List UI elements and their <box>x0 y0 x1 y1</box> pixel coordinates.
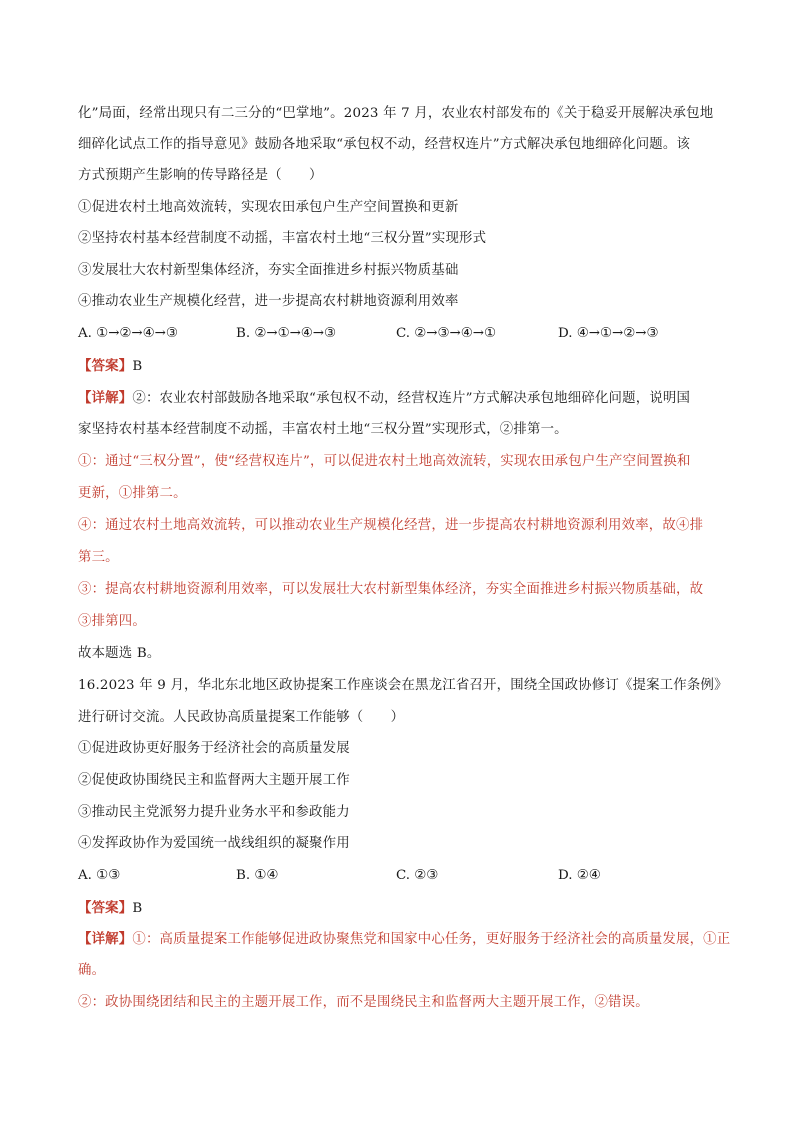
q16-stem-line-2: 进行研讨交流。人民政协高质量提案工作能够（ ） <box>78 710 405 725</box>
q16-detail-tag: 【详解】 <box>78 931 133 947</box>
q16-red-line-3: ②：政协围绕团结和民主的主题开展工作，而不是围绕民主和监督两大主题开展工作，②错误。 <box>78 995 649 1010</box>
q15-detail-line-2: 家坚持农村基本经营制度不动摇，丰富农村土地“三权分置”实现形式，②排第一。 <box>78 422 568 437</box>
q16-item-3: ③推动民主党派努力提升业务水平和参政能力 <box>78 805 350 820</box>
q16-item-2: ②促使政协围绕民主和监督两大主题开展工作 <box>78 773 350 788</box>
q15-answer-tag: 【答案】 <box>78 358 133 374</box>
q15-detail-line-1 <box>78 388 690 409</box>
q16-answer-value: B <box>132 901 143 916</box>
q16-option-c: C. ②③ <box>396 868 439 883</box>
q15-detail-first: ②：农业农村部鼓励各地采取“承包权不动，经营权连片”方式解决承包地细碎化问题，说明国 <box>132 391 691 406</box>
q16-red-line-2: 确。 <box>78 963 106 978</box>
q15-answer <box>78 356 142 377</box>
q15-red-line-5: ③：提高农村耕地资源利用效率，可以发展壮大农村新型集体经济，夯实全面推进乡村振兴物质基础，故 <box>78 582 704 597</box>
q15-option-b: B. ②→①→④→③ <box>236 326 337 341</box>
q15-item-1: ①促进农村土地高效流转，实现农田承包户生产空间置换和更新 <box>78 200 459 215</box>
q15-stem-line-3: 方式预期产生影响的传导路径是（ ） <box>78 168 323 183</box>
q16-answer <box>78 898 142 919</box>
q15-detail-tag: 【详解】 <box>78 390 133 406</box>
q15-red-line-6: ③排第四。 <box>78 614 146 629</box>
q15-option-a: A. ①→②→④→③ <box>78 326 178 341</box>
q16-option-a: A. ①③ <box>78 868 121 883</box>
q15-option-c: C. ②→③→④→① <box>396 326 496 341</box>
q15-conclusion: 故本题选 B。 <box>78 646 161 661</box>
q15-red-line-2: 更新，①排第二。 <box>78 486 187 501</box>
q15-item-2: ②坚持农村基本经营制度不动摇，丰富农村土地“三权分置”实现形式 <box>78 231 487 246</box>
q16-item-4: ④发挥政协作为爱国统一战线组织的凝聚作用 <box>78 836 350 851</box>
q15-option-d: D. ④→①→②→③ <box>558 326 659 341</box>
q16-detail-line-1 <box>78 929 730 950</box>
q15-answer-value: B <box>132 359 143 374</box>
q16-item-1: ①促进政协更好服务于经济社会的高质量发展 <box>78 741 350 756</box>
q16-option-b: B. ①④ <box>236 868 279 883</box>
q15-item-4: ④推动农业生产规模化经营，进一步提高农村耕地资源利用效率 <box>78 294 459 309</box>
q15-red-line-1: ①：通过“三权分置”，使“经营权连片”，可以促进农村土地高效流转，实现农田承包户生产空间置换和 <box>78 454 691 469</box>
q16-option-d: D. ②④ <box>558 868 601 883</box>
q16-answer-tag: 【答案】 <box>78 900 133 916</box>
q16-stem-line-1: 16.2023 年 9 月，华北东北地区政协提案工作座谈会在黑龙江省召开，围绕全国政协修订《提案工作条例》 <box>78 678 728 693</box>
q15-item-3: ③发展壮大农村新型集体经济，夯实全面推进乡村振兴物质基础 <box>78 263 459 278</box>
q15-stem-line-2: 细碎化试点工作的指导意见》鼓励各地采取“承包权不动，经营权连片”方式解决承包地细碎化问题。该 <box>78 137 691 152</box>
q15-red-line-3: ④：通过农村土地高效流转，可以推动农业生产规模化经营，进一步提高农村耕地资源利用效率，故④排 <box>78 518 704 533</box>
q16-red-line-1: ①：高质量提案工作能够促进政协聚焦党和国家中心任务，更好服务于经济社会的高质量发展，①正 <box>132 932 731 947</box>
q15-stem-line-1: 化”局面，经常出现只有二三分的“巴掌地”。2023 年 7 月，农业农村部发布的《关于稳妥开展解决承包地 <box>78 106 714 121</box>
q15-red-line-4: 第三。 <box>78 550 119 565</box>
